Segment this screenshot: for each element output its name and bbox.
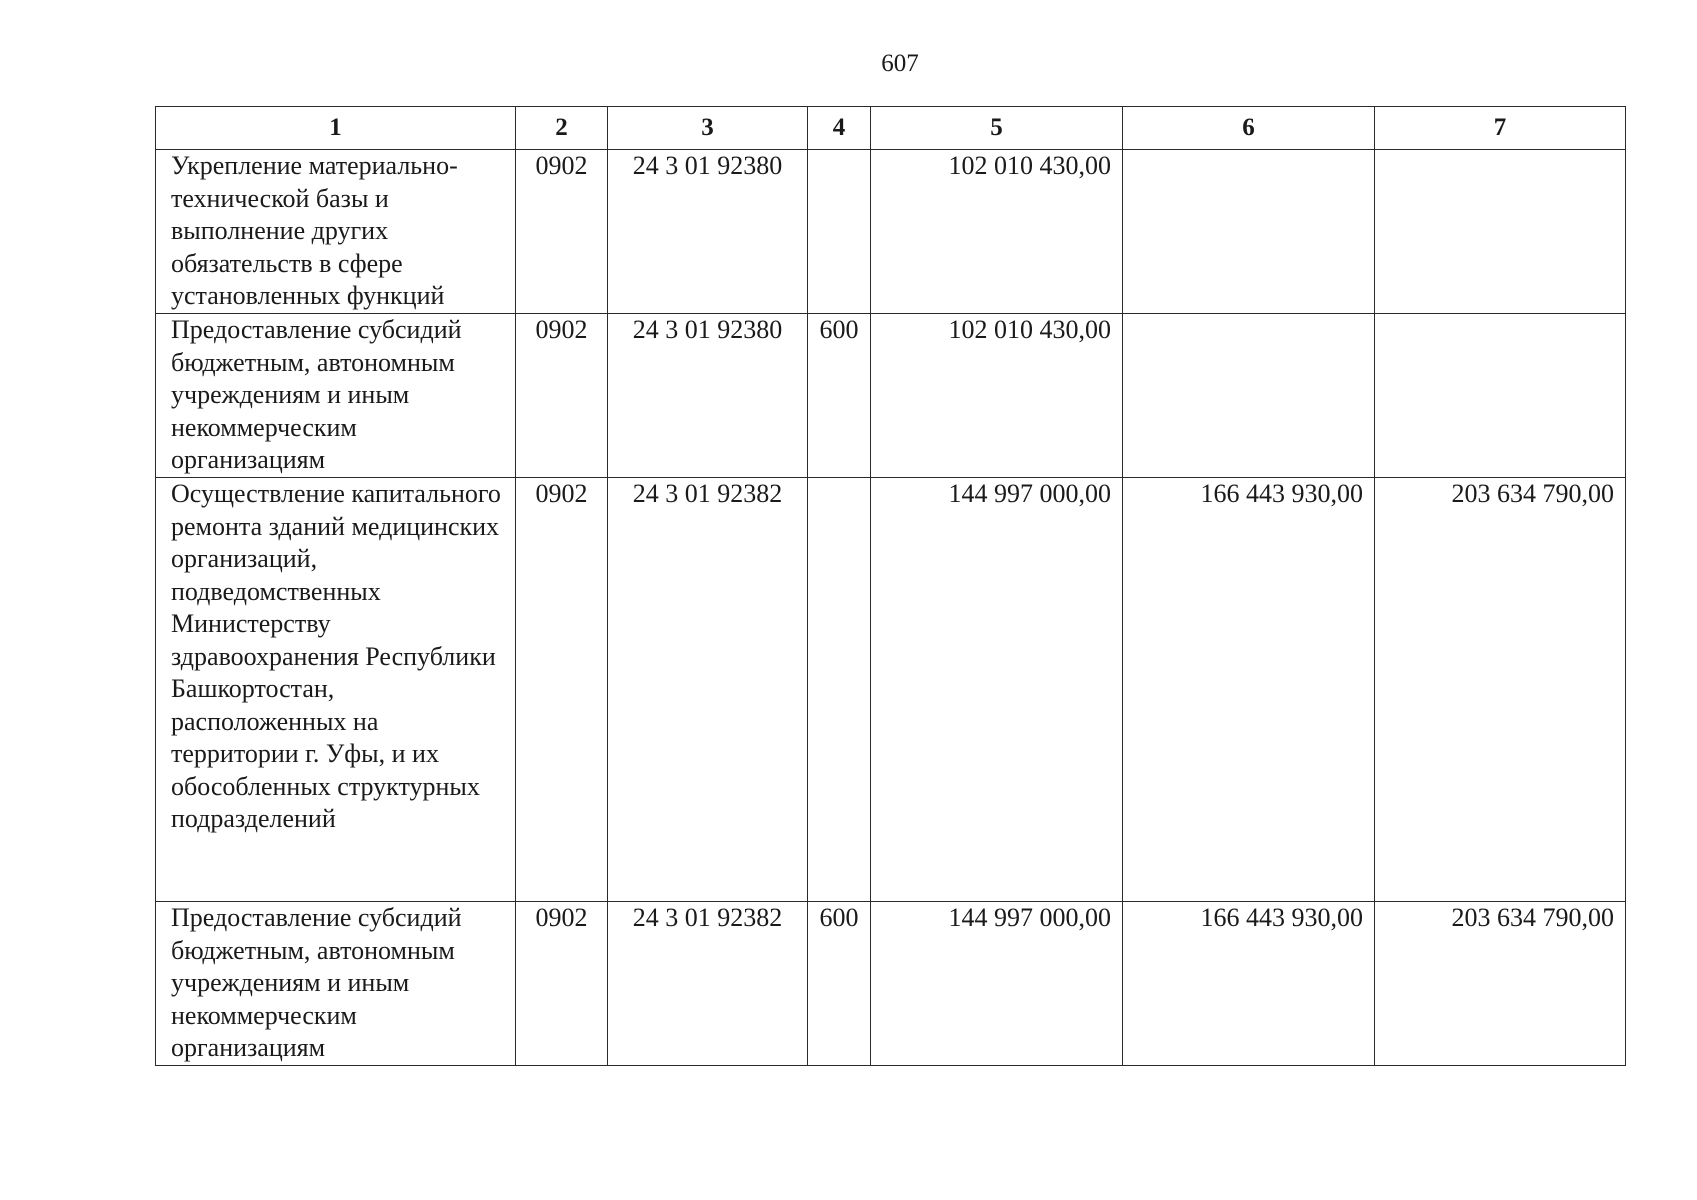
row-amount-1: 144 997 000,00 [871,902,1123,1066]
table-row [156,902,1626,1066]
row-expense-type [808,478,871,902]
table-row [156,478,1626,902]
col-header-2: 2 [516,107,608,150]
row-section: 0902 [516,314,608,478]
row-amount-2 [1123,150,1375,314]
col-header-5: 5 [871,107,1123,150]
row-target: 24 3 01 92382 [608,902,808,1066]
row-name: Осуществление капитального ремонта зданий медицинских организаций, подведомственных Министерству здравоохранения Республики Башкортостан, расположенных на территории г. Уфы, и их обособленных структурных подразделений [156,478,516,902]
row-amount-1: 102 010 430,00 [871,150,1123,314]
table-row [156,150,1626,314]
row-amount-1: 102 010 430,00 [871,314,1123,478]
table-row [156,314,1626,478]
page-number: 607 [881,50,919,77]
col-header-1: 1 [156,107,516,150]
col-header-3: 3 [608,107,808,150]
col-header-7: 7 [1375,107,1626,150]
row-section: 0902 [516,478,608,902]
row-amount-3: 203 634 790,00 [1375,902,1626,1066]
row-name: Предоставление субсидий бюджетным, автономным учреждениям и иным некоммерческим организациям [156,902,516,1066]
row-expense-type: 600 [808,314,871,478]
row-amount-3 [1375,150,1626,314]
budget-table [155,106,1626,1066]
row-section: 0902 [516,150,608,314]
row-target: 24 3 01 92382 [608,478,808,902]
col-header-6: 6 [1123,107,1375,150]
row-amount-3: 203 634 790,00 [1375,478,1626,902]
row-expense-type [808,150,871,314]
row-section: 0902 [516,902,608,1066]
row-target: 24 3 01 92380 [608,314,808,478]
row-name: Предоставление субсидий бюджетным, автономным учреждениям и иным некоммерческим организациям [156,314,516,478]
row-amount-3 [1375,314,1626,478]
row-amount-2: 166 443 930,00 [1123,478,1375,902]
row-amount-2: 166 443 930,00 [1123,902,1375,1066]
header-row [156,107,1626,150]
row-amount-1: 144 997 000,00 [871,478,1123,902]
row-name: Укрепление материально-технической базы и выполнение других обязательств в сфере установленных функций [156,150,516,314]
col-header-4: 4 [808,107,871,150]
row-target: 24 3 01 92380 [608,150,808,314]
row-amount-2 [1123,314,1375,478]
row-expense-type: 600 [808,902,871,1066]
